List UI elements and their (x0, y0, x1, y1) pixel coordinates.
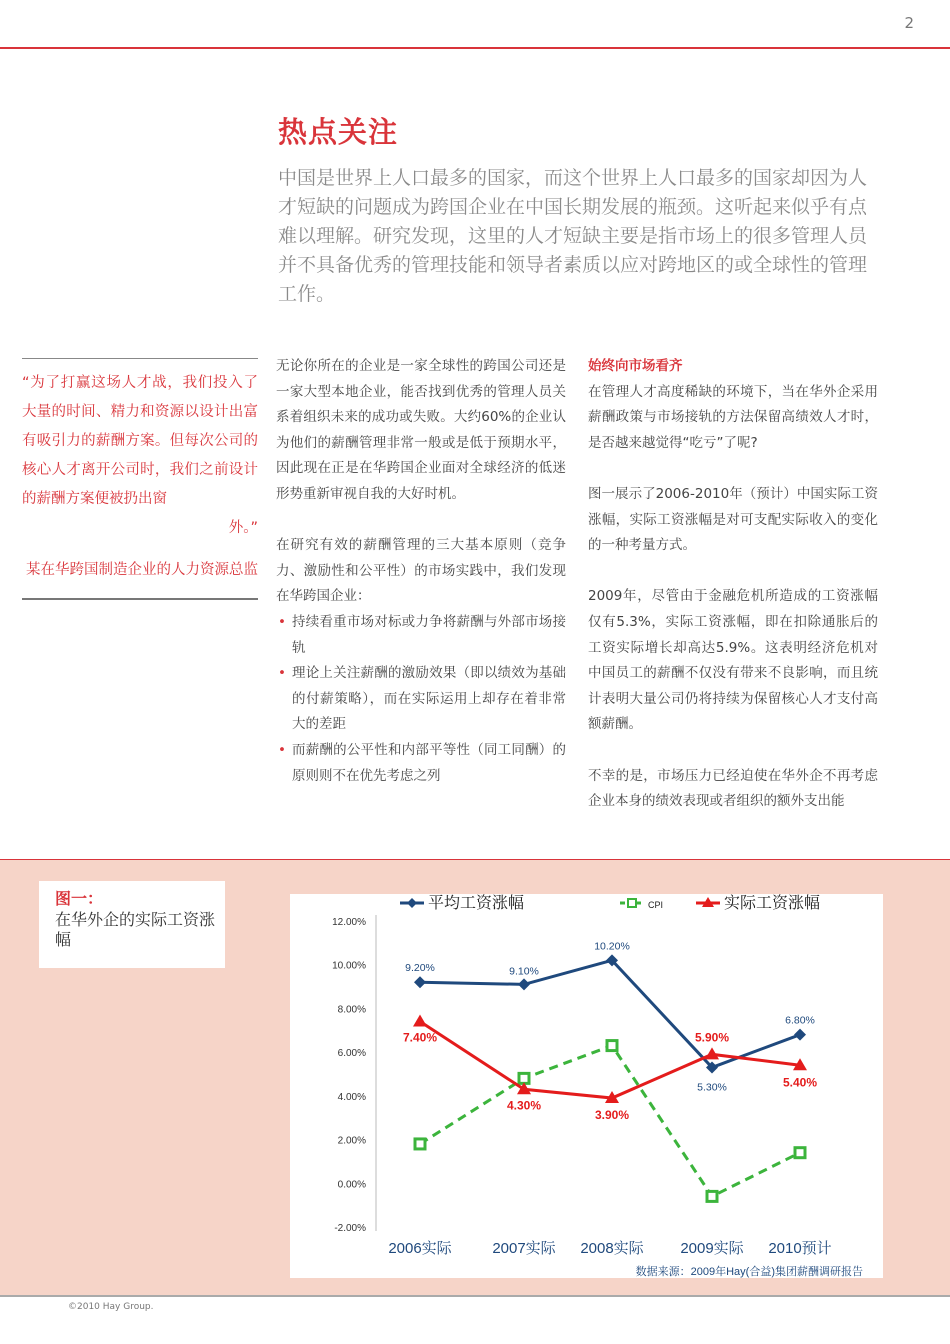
data-point (707, 1191, 717, 1201)
data-point (518, 978, 530, 990)
data-label: 5.40% (782, 1075, 818, 1090)
y-tick-label: 0.00% (337, 1179, 366, 1191)
legend-label: CPI (648, 900, 664, 910)
legend-label: 平均工资涨幅 (428, 895, 525, 912)
lead-paragraph: 中国是世界上人口最多的国家，而这个世界上人口最多的国家却因为人才短缺的问题成为跨国企业在中国长期发展的瓶颈。这听起来似乎有点难以理解。研究发现，这里的人才短缺主要是指市场上的很多管理人员并不具备优秀的管理技能和领导者素质以应对跨地区的或全球性的管理工作。 (278, 167, 868, 305)
list-item: • 持续看重市场对标或力争将薪酬与外部市场接轨 (276, 610, 566, 661)
y-tick-label: 10.00% (332, 960, 366, 972)
col2-paragraph-4: 不幸的是，市场压力已经迫使在华外企不再考虑企业本身的绩效表现或者组织的额外支出能 (588, 767, 878, 810)
principles-list (276, 610, 566, 789)
section-title: 热点关注 (278, 115, 399, 149)
footer-rule (0, 1295, 950, 1297)
col2-paragraph-1: 在管理人才高度稀缺的环境下，当在华外企采用薪酬政策与市场接轨的方法保留高绩效人才时，是否越来越觉得“吃亏”了呢? (588, 383, 878, 451)
col1-paragraph-2: 在研究有效的薪酬管理的三大基本原则（竞争力、激励性和公平性）的市场实践中，我们发现在华跨国企业： (276, 537, 566, 605)
legend-label: 实际工资涨幅 (724, 895, 821, 912)
quote-text (22, 369, 258, 514)
data-point (795, 1148, 805, 1158)
data-label: 3.90% (594, 1108, 630, 1123)
figure-caption: 在华外企的实际工资涨幅 (55, 910, 216, 949)
data-point (413, 1015, 427, 1027)
data-point (414, 976, 426, 988)
col1-paragraph-1: 无论你所在的企业是一家全球性的跨国公司还是一家大型本地企业，能否找到优秀的管理人员关系着组织未来的成功或失败。大约60%的企业认为他们的薪酬管理非常一般或是低于预期水平，因此现在正是在华跨国企业面对全球经济的低迷形势重新审视自我的大好时机。 (276, 358, 566, 502)
data-point (794, 1029, 806, 1041)
data-label: 9.20% (405, 962, 435, 975)
data-label: 7.40% (402, 1030, 438, 1045)
x-tick-label: 2006实际 (388, 1240, 452, 1257)
wage-growth-chart (290, 894, 883, 1278)
figure-label-box (39, 881, 225, 968)
y-tick-label: 8.00% (337, 1004, 366, 1016)
quote-text-end: 外。” (228, 520, 258, 536)
legend-marker (628, 899, 636, 907)
data-label: 5.90% (694, 1030, 730, 1045)
y-tick-label: 4.00% (337, 1091, 366, 1103)
x-tick-label: 2007实际 (492, 1240, 556, 1257)
header-rule (0, 47, 950, 49)
y-tick-label: 2.00% (337, 1135, 366, 1147)
data-point (705, 1047, 719, 1059)
x-tick-label: 2008实际 (580, 1240, 644, 1257)
body-column-2 (588, 354, 878, 815)
legend-marker (407, 898, 417, 908)
list-item: • 理论上关注薪酬的激励效果（即以绩效为基础的付薪策略），而在实际运用上却存在着非常大的差距 (276, 661, 566, 738)
y-tick-label: 6.00% (337, 1048, 366, 1060)
pull-quote (22, 358, 258, 600)
data-label: 10.20% (594, 940, 630, 953)
data-label: 6.80% (785, 1014, 815, 1027)
body-column-1 (276, 354, 566, 789)
figure-number: 图一： (55, 889, 104, 908)
data-point (607, 1041, 617, 1051)
list-item: • 而薪酬的公平性和内部平等性（同工同酬）的原则则不在优先考虑之列 (276, 738, 566, 789)
page-number: 2 (904, 14, 914, 32)
x-tick-label: 2009实际 (680, 1240, 744, 1257)
copyright: ©2010 Hay Group. (68, 1302, 154, 1312)
chart-panel (290, 894, 883, 1278)
data-label: 5.30% (697, 1081, 727, 1094)
x-tick-label: 2010预计 (768, 1240, 832, 1257)
quote-source: 某在华跨国制造企业的人力资源总监 (26, 562, 258, 578)
data-point (519, 1073, 529, 1083)
col2-paragraph-3: 2009年，尽管由于金融危机所造成的工资涨幅仅有5.3%，实际工资涨幅，即在扣除通胀后的工资实际增长却高达5.9%。这表明经济危机对中国员工的薪酬不仅没有带来不良影响，而且统计表明大量公司仍将持续为保留核心人才支付高额薪酬。 (588, 588, 878, 733)
y-tick-label: -2.00% (334, 1223, 366, 1234)
series-line (420, 1022, 800, 1099)
chart-source: 数据来源：2009年Hay(合益)集团薪酬调研报告 (635, 1266, 863, 1278)
col2-paragraph-2: 图一展示了2006-2010年（预计）中国实际工资涨幅，实际工资涨幅是对可支配实际收入的变化的一种考量方式。 (588, 485, 878, 554)
column-heading: 始终向市场看齐 (588, 358, 683, 374)
data-label: 4.30% (506, 1098, 542, 1113)
data-label: 9.10% (509, 965, 539, 978)
data-point (415, 1139, 425, 1149)
y-tick-label: 12.00% (332, 917, 366, 928)
quote-body: “为了打赢这场人才战，我们投入了大量的时间、精力和资源以设计出富有吸引力的薪酬方案。但每次公司的核心人才离开公司时，我们之前设计的薪酬方案便被扔出窗 (22, 375, 258, 507)
